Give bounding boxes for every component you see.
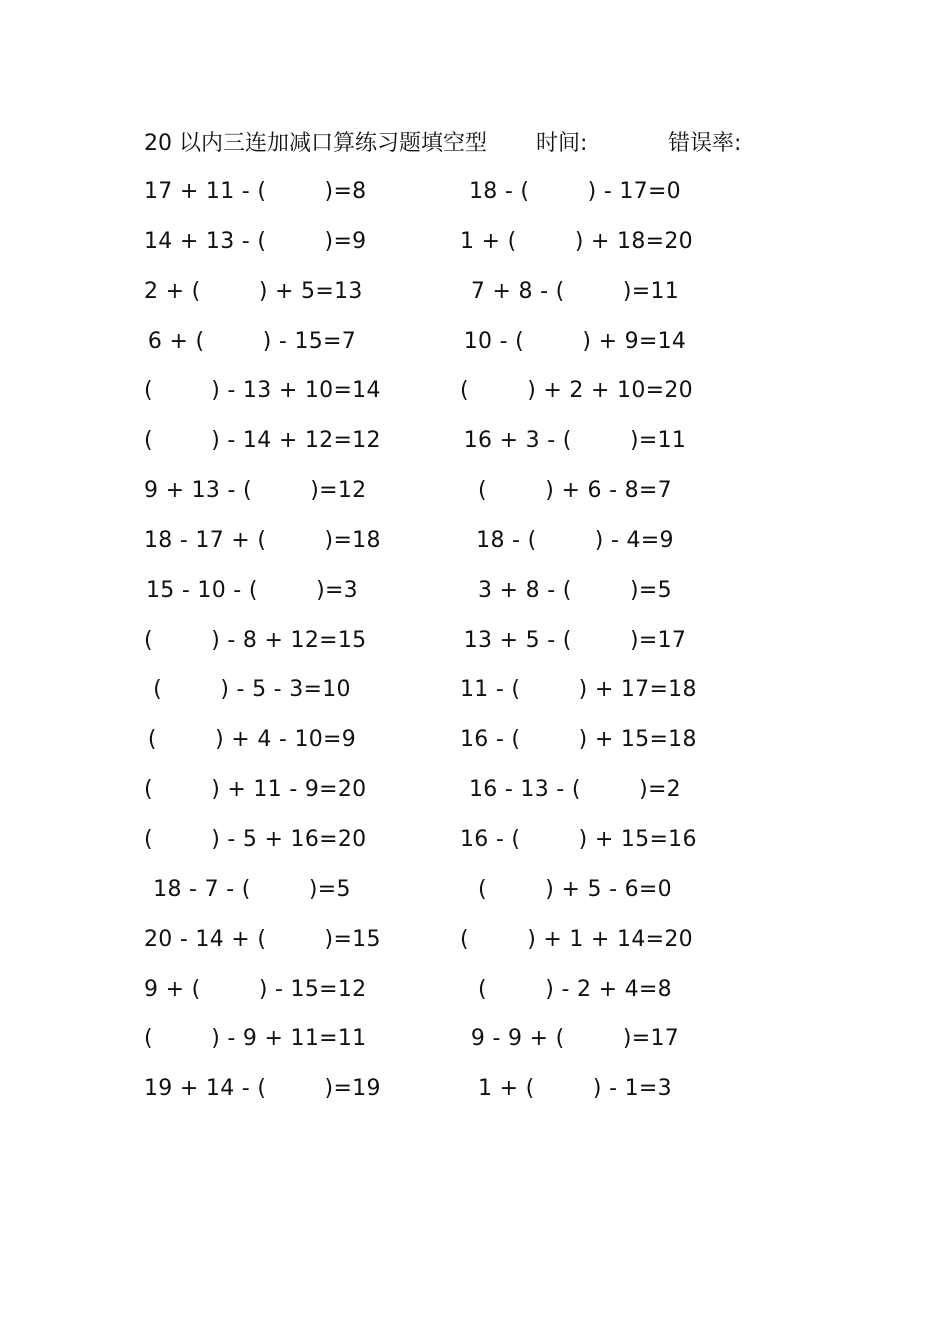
problem-right: 1 + ( ) - 1=3 (478, 1076, 672, 1102)
problem-row (0, 720, 950, 770)
problem-right: 9 - 9 + ( )=17 (470, 1026, 680, 1052)
problem-left: 9 + ( ) - 15=12 (144, 976, 367, 1002)
problem-right: 16 - 13 - ( )=2 (469, 777, 681, 803)
problem-row (0, 1069, 950, 1119)
problem-row (0, 621, 950, 671)
problem-row (0, 222, 950, 272)
problem-left: 2 + ( ) + 5=13 (144, 278, 363, 304)
problem-left: 9 + 13 - ( )=12 (144, 478, 367, 504)
problem-row (0, 172, 950, 222)
problem-right: 13 + 5 - ( )=17 (463, 627, 687, 653)
problem-left: ( ) - 9 + 11=11 (144, 1026, 367, 1052)
error-rate-label: 错误率: (668, 131, 742, 156)
problem-right: 16 - ( ) + 15=18 (460, 727, 697, 753)
problem-list (0, 172, 950, 1119)
problem-left: ( ) - 5 + 16=20 (144, 826, 367, 852)
problem-left: ( ) - 8 + 12=15 (144, 627, 367, 653)
problem-right: 18 - ( ) - 17=0 (469, 179, 681, 204)
problem-row (0, 371, 950, 421)
time-label: 时间: (536, 131, 588, 156)
problem-left: ( ) + 11 - 9=20 (144, 777, 367, 803)
problem-right: ( ) + 2 + 10=20 (460, 378, 693, 404)
problem-right: ( ) + 1 + 14=20 (460, 926, 693, 952)
problem-right: 16 + 3 - ( )=11 (463, 428, 687, 454)
problem-right: 16 - ( ) + 15=16 (460, 826, 697, 852)
worksheet-header (144, 126, 784, 160)
problem-left: 18 - 17 + ( )=18 (144, 527, 381, 553)
worksheet-title: 20 以内三连加减口算练习题填空型 (144, 131, 487, 156)
problem-left: ( ) - 13 + 10=14 (144, 378, 381, 404)
problem-left: 6 + ( ) - 15=7 (147, 328, 357, 354)
problem-left: 15 - 10 - ( )=3 (146, 577, 358, 603)
problem-right: ( ) - 2 + 4=8 (478, 976, 672, 1002)
problem-left: 19 + 14 - ( )=19 (144, 1076, 381, 1102)
problem-row (0, 471, 950, 521)
problem-right: ( ) + 5 - 6=0 (478, 876, 672, 902)
problem-row (0, 770, 950, 820)
problem-row (0, 820, 950, 870)
problem-row (0, 920, 950, 970)
problem-row (0, 421, 950, 471)
problem-right: 1 + ( ) + 18=20 (460, 228, 693, 254)
problem-left: 20 - 14 + ( )=15 (144, 926, 381, 952)
problem-left: ( ) + 4 - 10=9 (147, 727, 357, 753)
problem-left: ( ) - 5 - 3=10 (153, 677, 351, 703)
problem-right: 11 - ( ) + 17=18 (460, 677, 697, 703)
problem-row (0, 1019, 950, 1069)
problem-row (0, 670, 950, 720)
problem-left: 17 + 11 - ( )=8 (144, 179, 367, 204)
problem-right: ( ) + 6 - 8=7 (478, 478, 672, 504)
problem-left: 14 + 13 - ( )=9 (144, 228, 367, 254)
problem-row (0, 322, 950, 372)
problem-right: 18 - ( ) - 4=9 (476, 527, 674, 553)
problem-row (0, 970, 950, 1020)
problem-right: 3 + 8 - ( )=5 (478, 577, 672, 603)
problem-right: 7 + 8 - ( )=11 (470, 278, 680, 304)
problem-row (0, 521, 950, 571)
problem-right: 10 - ( ) + 9=14 (463, 328, 687, 354)
problem-row (0, 272, 950, 322)
problem-left: ( ) - 14 + 12=12 (144, 428, 381, 454)
problem-row (0, 870, 950, 920)
problem-row (0, 571, 950, 621)
problem-left: 18 - 7 - ( )=5 (153, 876, 351, 902)
